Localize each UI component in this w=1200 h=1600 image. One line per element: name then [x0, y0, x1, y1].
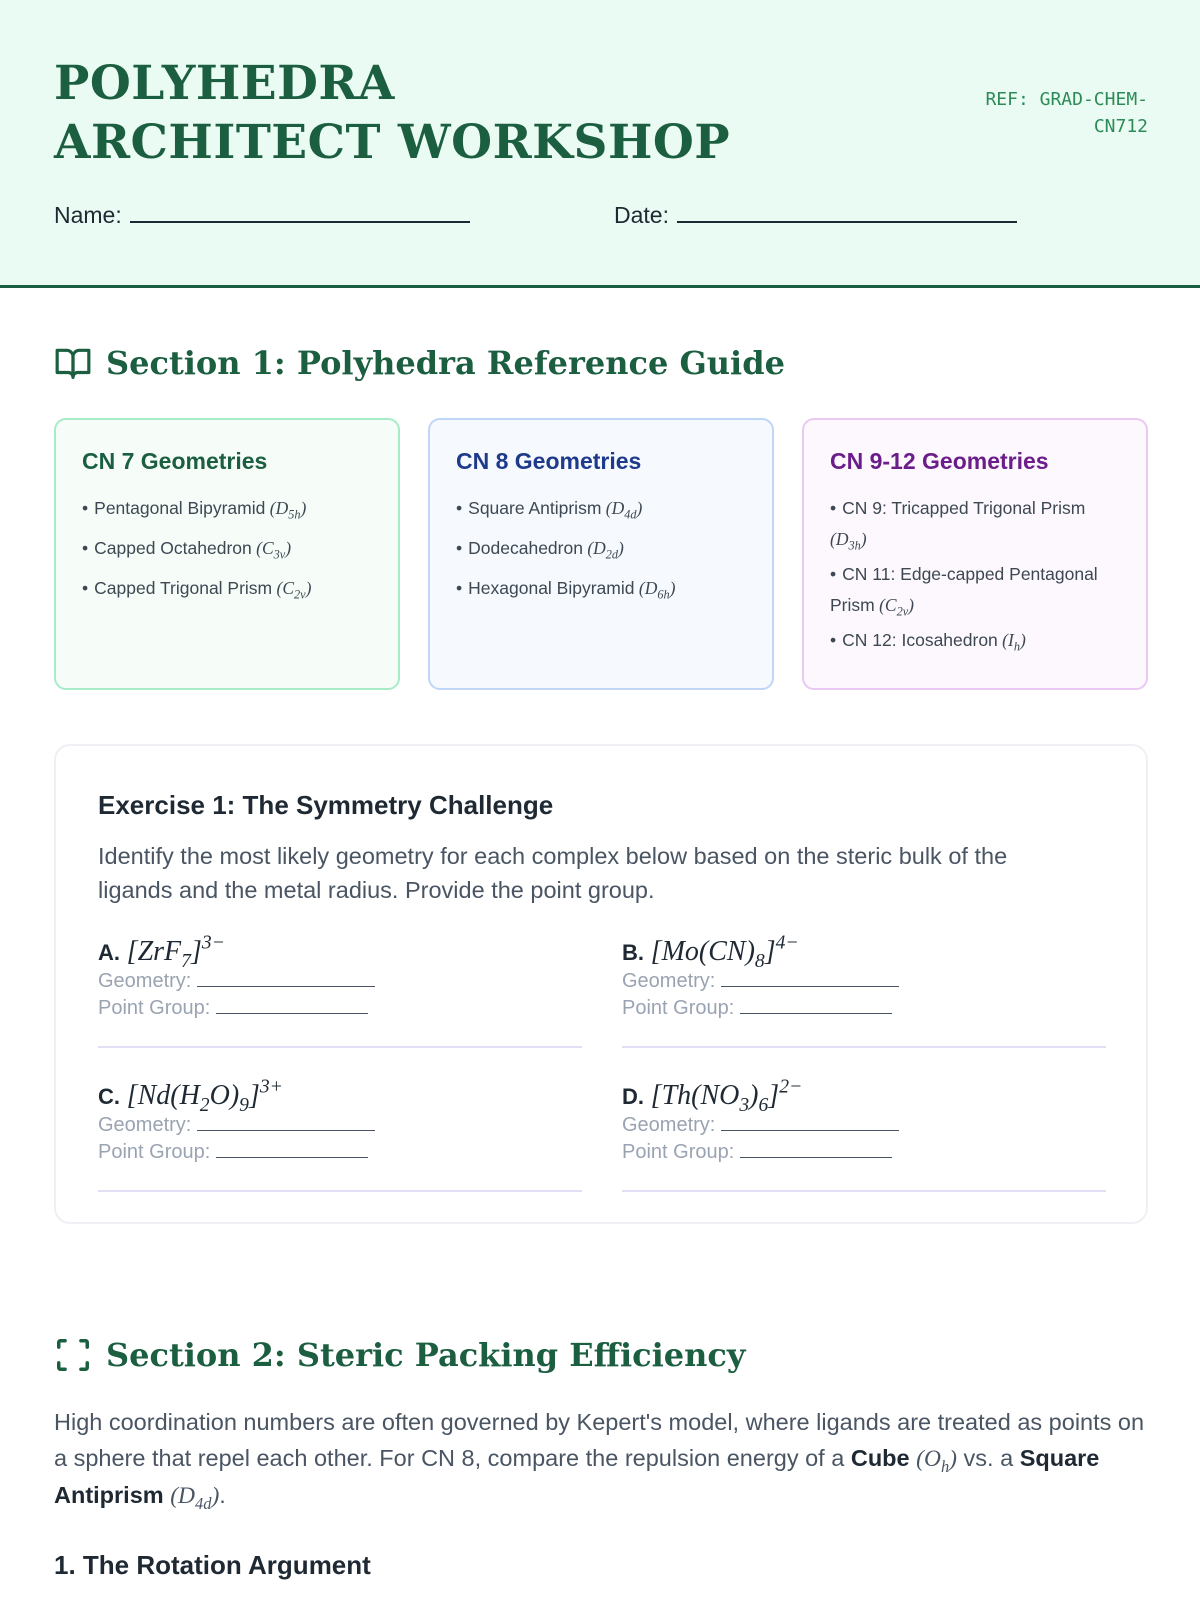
point-group-answer[interactable]	[98, 1139, 582, 1166]
point-group-symbol: $(I_h)$	[997, 630, 1026, 654]
reference-code: REF: GRAD-CHEM-CN712	[985, 89, 1148, 137]
cn8-card	[428, 418, 774, 690]
geometry-item: • Capped Octahedron $(C_{3v})$	[82, 538, 292, 562]
point-group-symbol: $(C_{2v})$	[272, 578, 312, 602]
point-group-label: Point Group:	[98, 1141, 211, 1163]
problem-b	[622, 932, 1106, 1048]
section2-heading	[54, 1336, 745, 1374]
point-group-symbol: $(D_{3h})$	[830, 529, 867, 553]
geometry-name: Square Antiprism	[468, 498, 602, 518]
vs-text: vs. a	[963, 1445, 1014, 1471]
rotation-argument-heading: 1. The Rotation Argument	[54, 1550, 371, 1580]
point-group-label: Point Group:	[98, 997, 211, 1019]
cn7-card	[54, 418, 400, 690]
problem-letter: D.	[622, 1084, 644, 1109]
point-group-blank[interactable]	[740, 1142, 892, 1158]
geometry-answer[interactable]	[98, 1112, 582, 1139]
exercise-description: Identify the most likely geometry for each complex below based on the steric bulk of the ligands and the metal radius. Provide the point group.	[98, 843, 1008, 903]
card-title: CN 7 Geometries	[82, 448, 268, 474]
geometry-item: • CN 9: Tricapped Trigonal Prism $(D_{3h})$	[830, 498, 1086, 553]
square-antiprism-term: Square Antiprism	[54, 1445, 1100, 1508]
point-group-blank[interactable]	[216, 1142, 368, 1158]
problem-c	[98, 1076, 582, 1192]
card-title: CN 8 Geometries	[456, 448, 642, 474]
worksheet-header	[0, 0, 1200, 288]
problem-formula: D. $[Th(NO_3)_6]^{2-}$	[622, 1076, 803, 1116]
geometry-item: • CN 11: Edge-capped Pentagonal Prism $(C_{2v})$	[830, 564, 1098, 619]
point-group-answer[interactable]	[98, 995, 582, 1022]
problem-formula: C. $[Nd(H_2O)_9]^{3+}$	[98, 1076, 283, 1116]
problem-letter: C.	[98, 1084, 120, 1109]
geometry-answer[interactable]	[98, 968, 582, 995]
scan-frame-icon	[54, 1336, 92, 1374]
section2-title: Section 2: Steric Packing Efficiency	[106, 1336, 746, 1374]
geometry-item: • Hexagonal Bipyramid $(D_{6h})$	[456, 578, 676, 602]
card-title: CN 9-12 Geometries	[830, 448, 1049, 474]
exercise-box	[54, 744, 1148, 1224]
geometry-name: Dodecahedron	[468, 538, 583, 558]
geometry-label: Geometry:	[622, 1114, 716, 1136]
problem-letter: B.	[622, 940, 644, 965]
point-group-blank[interactable]	[740, 998, 892, 1014]
point-group-symbol: $(C_{2v})$	[874, 595, 914, 619]
geometry-label: Geometry:	[98, 970, 192, 992]
problem-a	[98, 932, 582, 1048]
geometry-list	[82, 493, 372, 604]
cube-term: Cube	[850, 1445, 910, 1471]
geometry-item: • Dodecahedron $(D_{2d})$	[456, 538, 624, 562]
name-label: Name:	[54, 202, 122, 228]
book-open-icon	[54, 344, 92, 382]
exercise-title: Exercise 1: The Symmetry Challenge	[98, 790, 554, 820]
point-group-symbol: $(D_{2d})$	[582, 538, 624, 562]
geometry-name: Hexagonal Bipyramid	[468, 578, 635, 598]
date-label: Date:	[614, 202, 669, 228]
geometry-answer[interactable]	[622, 1112, 1106, 1139]
point-group-label: Point Group:	[622, 997, 735, 1019]
cn9-12-card	[802, 418, 1148, 690]
geometry-answer[interactable]	[622, 968, 1106, 995]
geometry-label: Geometry:	[98, 1114, 192, 1136]
section1-title: Section 1: Polyhedra Reference Guide	[106, 344, 785, 382]
date-input-line[interactable]	[677, 203, 1017, 223]
geometry-name: CN 11: Edge-capped Pentagonal Prism	[830, 564, 1098, 615]
name-field[interactable]	[54, 202, 470, 229]
point-group-answer[interactable]	[622, 1139, 1106, 1166]
geometry-blank[interactable]	[721, 1115, 899, 1131]
point-group-blank[interactable]	[216, 998, 368, 1014]
paragraph-text: High coordination numbers are often governed by Kepert's model, where ligands are treated as points on a sphere that repel each other. For CN 8, compare the repulsion energy of a	[54, 1409, 1145, 1471]
geometry-blank[interactable]	[197, 1115, 375, 1131]
point-group-answer[interactable]	[622, 995, 1106, 1022]
geometry-name: Capped Octahedron	[94, 538, 252, 558]
geometry-blank[interactable]	[721, 971, 899, 987]
date-field[interactable]	[614, 202, 1017, 229]
kepert-paragraph: High coordination numbers are often governed by Kepert's model, where ligands are treated as points on a sphere that repel each other. For CN 8, compare the repulsion energy of a Cube $(O_h)$ vs. a Square Antiprism $(D_{4d})$.	[54, 1409, 1145, 1513]
geometry-list	[456, 493, 746, 604]
point-group-symbol: $(D_{5h})$	[265, 498, 307, 522]
problem-formula: B. $[Mo(CN)_8]^{4-}$	[622, 932, 799, 972]
point-group-symbol: $(D_{4d})$	[601, 498, 643, 522]
geometry-name: CN 9: Tricapped Trigonal Prism	[842, 498, 1086, 518]
geometry-name: Pentagonal Bipyramid	[94, 498, 266, 518]
geometry-item: • Pentagonal Bipyramid $(D_{5h})$	[82, 498, 307, 522]
problem-formula: A. $[ZrF_7]^{3-}$	[98, 932, 225, 972]
section1-heading	[54, 344, 785, 382]
geometry-item: • Capped Trigonal Prism $(C_{2v})$	[82, 578, 312, 602]
point-group-symbol: $(D_{6h})$	[634, 578, 676, 602]
geometry-item: • CN 12: Icosahedron $(I_h)$	[830, 630, 1026, 654]
problem-d	[622, 1076, 1106, 1192]
problem-letter: A.	[98, 940, 120, 965]
name-input-line[interactable]	[130, 203, 470, 223]
geometry-list	[830, 493, 1120, 656]
point-group-symbol: $(C_{3v})$	[251, 538, 292, 562]
point-group-label: Point Group:	[622, 1141, 735, 1163]
geometry-name: CN 12: Icosahedron	[842, 630, 998, 650]
geometry-blank[interactable]	[197, 971, 375, 987]
geometry-name: Capped Trigonal Prism	[94, 578, 273, 598]
geometry-label: Geometry:	[622, 970, 716, 992]
page-title: POLYHEDRA ARCHITECT WORKSHOP	[54, 56, 731, 170]
geometry-item: • Square Antiprism $(D_{4d})$	[456, 498, 643, 522]
